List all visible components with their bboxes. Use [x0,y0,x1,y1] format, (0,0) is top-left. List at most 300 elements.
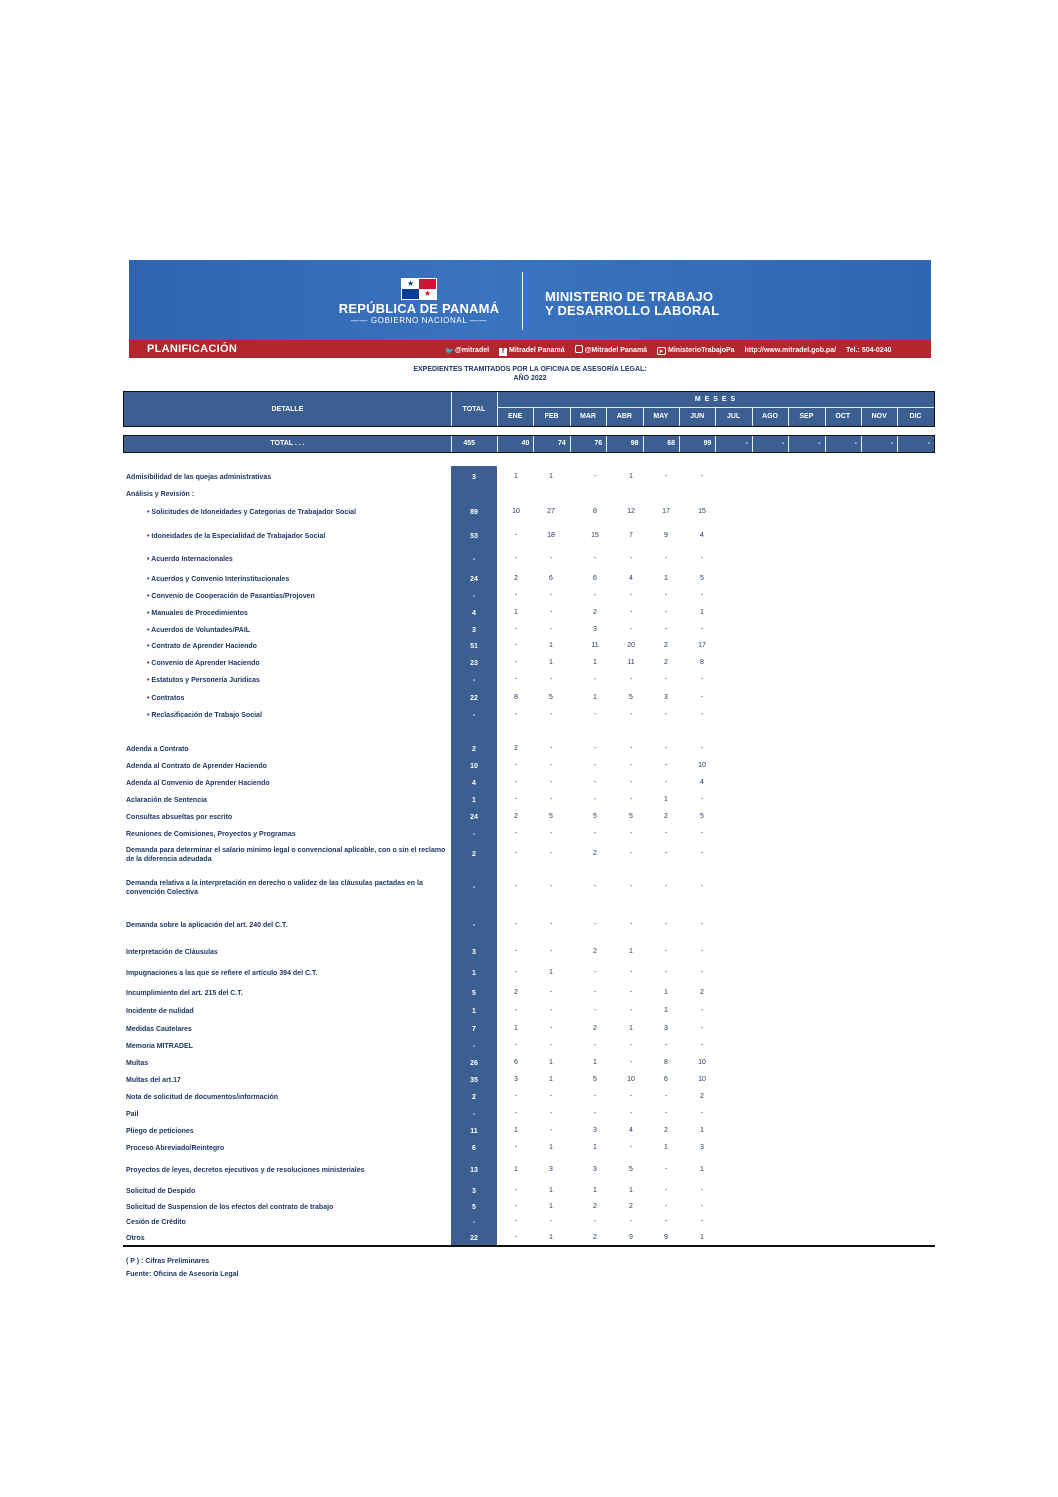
row-month-value: - [593,745,597,752]
row-month-value: - [514,1187,518,1194]
row-month-value: - [593,1042,597,1049]
row-total: 4 [472,610,476,617]
row-total: 7 [472,1026,476,1033]
row-month-value: 8 [514,694,518,701]
row-month-value: 9 [664,532,668,539]
ministerio-line-2: Y DESARROLLO LABORAL [545,303,720,318]
row-month-value: - [629,1093,633,1100]
row-month-value: - [664,921,668,928]
row-month-value: 18 [547,532,555,539]
row-month-value: 5 [700,575,704,582]
row-month-value: 2 [514,813,518,820]
row-month-value: - [514,779,518,786]
total-month-9: - [854,440,857,447]
row-month-value: - [700,626,704,633]
table-row [0,1234,1058,1244]
row-month-value: - [549,745,553,752]
row-total: - [472,1219,476,1226]
table-row [0,508,1058,518]
row-month-value: - [700,948,704,955]
row-month-value: 2 [593,609,597,616]
row-month-value: - [664,779,668,786]
row-total: 2 [472,1094,476,1101]
row-month-value: - [664,1203,668,1210]
total-row [123,435,935,453]
row-total: 3 [472,627,476,634]
row-month-value: 2 [664,1127,668,1134]
row-month-value: - [549,711,553,718]
row-total: 2 [472,746,476,753]
table-row [0,813,1058,823]
row-label: Solicitud de Despido [126,1188,196,1195]
row-month-value: - [593,883,597,890]
youtube-icon: ▸ [657,347,666,355]
row-month-value: - [700,745,704,752]
row-label: • Solicitudes de Idoneidades y Categorias de Trabajador Social [147,509,357,516]
row-month-value: 11 [591,642,599,649]
row-month-value: - [664,1218,668,1225]
row-month-value: 1 [593,1144,597,1151]
header-banner [129,260,931,358]
header-detalle: DETALLE [271,406,304,413]
facebook-icon: f [499,348,507,356]
row-month-value: - [629,609,633,616]
row-month-value: 1 [700,1234,704,1241]
total-value: 455 [463,440,475,447]
row-month-value: 3 [593,1166,597,1173]
row-label: Solicitud de Suspension de los efectos del contrato de trabajo [126,1204,334,1211]
row-label: • Idoneidades de la Especialidad de Trabajador Social [147,533,326,540]
row-month-value: 8 [700,659,704,666]
row-label: Demanda para determinar el salario mínimo legal o convencional aplicable, con o sin el reclamo de la diferencia adeudada [126,847,446,863]
row-month-value: - [700,850,704,857]
row-label: Cesión de Crédito [126,1219,186,1226]
row-month-value: - [549,796,553,803]
row-month-value: - [629,1144,633,1151]
table-row [0,711,1058,721]
total-month-4: 68 [667,440,675,447]
social-links [445,345,899,356]
row-total: - [472,922,476,929]
row-month-value: - [629,796,633,803]
header-total: TOTAL [462,406,486,413]
row-month-value: 10 [512,508,520,515]
row-month-value: - [549,1218,553,1225]
row-month-value: - [629,850,633,857]
row-month-value: - [593,762,597,769]
row-label: Aclaración de Sentencia [126,797,207,804]
row-month-value: - [593,473,597,480]
row-month-value: - [514,642,518,649]
row-month-value: - [629,626,633,633]
row-label: Otros [126,1235,145,1242]
row-label: • Convenio de Cooperación de Pasantías/Projoven [147,593,315,600]
table-row [0,1059,1058,1069]
row-month-value: - [629,711,633,718]
row-label: Consultas absueltas por escrito [126,814,233,821]
row-month-value: 27 [547,508,555,515]
row-month-value: 20 [627,642,635,649]
row-label: Incidente de nulidad [126,1008,194,1015]
row-label: • Convenio de Aprender Haciendo [147,660,260,667]
header-month-9: OCT [835,413,851,420]
row-month-value: - [549,779,553,786]
row-month-value: 15 [591,532,599,539]
row-month-value: 3 [593,1127,597,1134]
row-label: Memoria MITRADEL [126,1043,193,1050]
row-month-value: - [700,830,704,837]
table-row [0,1218,1058,1228]
row-month-value: - [664,1093,668,1100]
table-bottom-rule [123,1245,935,1247]
row-month-value: - [514,1218,518,1225]
row-total: - [472,1043,476,1050]
row-month-value: - [664,850,668,857]
row-month-value: - [700,555,704,562]
row-month-value: 1 [664,1144,668,1151]
row-month-value: - [664,1042,668,1049]
row-month-value: 12 [627,508,635,515]
row-total: 11 [470,1128,478,1135]
row-month-value: - [593,1218,597,1225]
row-month-value: 1 [549,642,553,649]
table-row [0,694,1058,704]
row-month-value: 1 [549,1234,553,1241]
row-total: - [472,712,476,719]
row-month-value: 1 [593,659,597,666]
row-total: 5 [472,1204,476,1211]
table-row [0,1110,1058,1120]
row-total: 4 [472,780,476,787]
row-label: Adenda al Contrato de Aprender Haciendo [126,763,267,770]
row-month-value: 2 [593,948,597,955]
row-total: - [472,556,476,563]
table-row [0,880,1058,896]
youtube-link[interactable]: ▸ MinisterioTrabajoPa [657,347,735,354]
row-total: 3 [472,474,476,481]
row-total: 24 [470,576,478,583]
row-month-value: - [549,626,553,633]
row-label: • Reclasificación de Trabajo Social [147,712,262,719]
row-total: 22 [470,695,478,702]
row-month-value: 1 [629,948,633,955]
row-month-value: 6 [514,1059,518,1066]
row-month-value: - [629,1218,633,1225]
banner-divider [522,272,523,330]
row-month-value: - [700,1218,704,1225]
row-month-value: - [514,532,518,539]
header-month-8: SEP [799,413,814,420]
row-month-value: 17 [698,642,706,649]
row-month-value: - [514,830,518,837]
row-month-value: 1 [664,796,668,803]
row-label: Reuniones de Comisiones, Proyectos y Programas [126,831,296,838]
row-month-value: 11 [627,659,635,666]
instagram-link[interactable]: @Mitradel Panamá [575,347,647,354]
row-month-value: - [514,850,518,857]
note-preliminar: ( P ) : Cifras Preliminares [126,1258,210,1265]
row-month-value: - [549,1007,553,1014]
note-fuente: Fuente: Oficina de Asesoría Legal [126,1271,239,1278]
row-label: • Contratos [147,695,185,702]
row-total: 26 [470,1060,478,1067]
table-row [0,473,1058,483]
row-month-value: - [664,592,668,599]
row-month-value: - [514,659,518,666]
row-month-value: - [593,592,597,599]
total-month-1: 74 [557,440,566,447]
row-month-value: - [664,1110,668,1117]
row-month-value: - [593,1007,597,1014]
row-month-value: 1 [700,609,704,616]
row-month-value: - [629,883,633,890]
row-month-value: 10 [627,1076,635,1083]
row-month-value: 5 [593,1076,597,1083]
row-total: 13 [470,1167,478,1174]
row-total: 35 [470,1077,478,1084]
table-row [0,762,1058,772]
facebook-link[interactable]: f Mitradel Panamá [499,347,565,354]
header-month-10: NOV [871,413,887,420]
row-month-value: - [700,473,704,480]
row-month-value: 5 [593,813,597,820]
row-month-value: - [549,1127,553,1134]
row-month-value: 1 [514,1025,518,1032]
row-month-value: 10 [698,1076,706,1083]
instagram-icon [575,345,583,353]
row-month-value: - [549,676,553,683]
row-month-value: - [593,796,597,803]
row-month-value: - [629,676,633,683]
row-month-value: - [664,948,668,955]
row-label: Pail [126,1111,139,1118]
row-month-value: - [629,592,633,599]
table-row [0,490,1058,500]
row-month-value: - [549,883,553,890]
row-month-value: 5 [549,813,553,820]
row-total: 53 [470,533,478,540]
row-label: • Acuerdos de Voluntades/PAIL [147,627,251,634]
row-month-value: - [664,745,668,752]
row-month-value: - [514,1144,518,1151]
row-month-value: 3 [514,1076,518,1083]
row-month-value: 4 [700,779,704,786]
twitter-link[interactable]: 🐦@mitradel [445,347,490,355]
table-row [0,796,1058,806]
row-month-value: - [629,1110,633,1117]
header-meses: M E S E S [694,396,737,403]
row-month-value: - [700,883,704,890]
row-month-value: - [593,1110,597,1117]
row-month-value: 1 [514,1166,518,1173]
row-month-value: 1 [593,1059,597,1066]
row-month-value: - [549,1093,553,1100]
row-month-value: - [514,921,518,928]
row-month-value: - [514,1007,518,1014]
row-month-value: - [664,555,668,562]
header-month-4: MAY [653,413,669,420]
row-label: Análisis y Revisión : [126,491,195,498]
row-total: - [472,831,476,838]
row-month-value: 4 [629,575,633,582]
row-label: Proceso Abreviado/Reintegro [126,1145,225,1152]
table-row [0,532,1058,542]
row-month-value: - [514,1110,518,1117]
banner-blue-panel [129,260,931,340]
row-month-value: - [700,969,704,976]
row-month-value: 1 [700,1166,704,1173]
row-month-value: - [549,1042,553,1049]
row-month-value: 2 [514,989,518,996]
row-total: 22 [470,1235,478,1242]
gobierno-subtitle: —— GOBIERNO NACIONAL —— [350,316,488,325]
row-month-value: - [700,1187,704,1194]
row-label: Adenda al Convenio de Aprender Haciendo [126,780,270,787]
row-total: 10 [470,763,478,770]
row-month-value: - [549,948,553,955]
row-month-value: - [629,830,633,837]
row-month-value: 10 [698,1059,706,1066]
header-month-7: AGO [762,413,778,420]
row-month-value: 9 [664,1234,668,1241]
table-row [0,659,1058,669]
row-label: Nota de solicitud de documentos/información [126,1094,279,1101]
row-month-value: - [664,676,668,683]
row-month-value: - [629,969,633,976]
ministerio-line-1: MINISTERIO DE TRABAJO [545,289,714,304]
table-row [0,1025,1058,1035]
total-month-5: 99 [703,440,712,447]
row-month-value: - [514,555,518,562]
row-month-value: 1 [549,1187,553,1194]
row-month-value: 2 [593,850,597,857]
row-month-value: - [549,1025,553,1032]
table-row [0,626,1058,636]
row-month-value: - [593,711,597,718]
row-month-value: - [514,883,518,890]
row-month-value: 17 [662,508,670,515]
row-month-value: 2 [664,813,668,820]
row-month-value: - [664,969,668,976]
row-month-value: 2 [664,642,668,649]
row-total: 24 [470,814,478,821]
header-month-11: DIC [909,413,922,420]
row-total: 89 [470,509,478,516]
row-month-value: 1 [514,1127,518,1134]
row-month-value: 3 [549,1166,553,1173]
row-month-value: - [629,921,633,928]
row-month-value: - [514,969,518,976]
row-month-value: - [664,883,668,890]
row-month-value: - [629,1042,633,1049]
row-month-value: - [664,830,668,837]
row-label: Multas [126,1060,149,1067]
row-month-value: 1 [664,1007,668,1014]
row-month-value: - [549,921,553,928]
table-row [0,779,1058,789]
row-month-value: 1 [549,1203,553,1210]
row-month-value: - [549,850,553,857]
row-month-value: 7 [629,532,633,539]
row-month-value: 4 [629,1127,633,1134]
row-total: 51 [470,643,478,650]
table-row [0,642,1058,652]
row-month-value: 3 [664,694,668,701]
row-month-value: 10 [698,762,706,769]
document-title: EXPEDIENTES TRAMITADOS POR LA OFICINA DE ASESORÍA LEGAL: [413,366,647,373]
row-month-value: - [629,1007,633,1014]
row-month-value: 1 [549,1144,553,1151]
row-month-value: - [700,1203,704,1210]
row-month-value: - [549,1110,553,1117]
row-total: 1 [472,970,476,977]
row-month-value: - [593,921,597,928]
table-row [0,609,1058,619]
row-month-value: 5 [549,694,553,701]
row-month-value: - [593,779,597,786]
header-month-6: JUL [726,413,741,420]
row-label: • Estatutos y Personería Jurídicas [147,677,260,684]
row-month-value: 15 [698,508,706,515]
row-month-value: - [629,779,633,786]
row-month-value: 3 [664,1025,668,1032]
section-label: PLANIFICACIÓN [147,343,238,355]
row-month-value: 2 [629,1203,633,1210]
row-total: 3 [472,949,476,956]
row-month-value: - [514,676,518,683]
row-month-value: 5 [629,694,633,701]
row-month-value: - [664,626,668,633]
row-month-value: 6 [664,1076,668,1083]
row-month-value: - [514,1042,518,1049]
row-month-value: - [629,1059,633,1066]
row-month-value: 6 [549,575,553,582]
row-month-value: - [629,989,633,996]
row-label: • Acuerdos y Convenio Interinstitucionales [147,576,290,583]
row-month-value: - [514,762,518,769]
document-year: AÑO 2022 [513,375,547,382]
row-month-value: 1 [664,575,668,582]
total-month-2: 76 [594,440,603,447]
row-total: 1 [472,1008,476,1015]
table-row [0,1187,1058,1197]
table-row [0,592,1058,602]
row-month-value: 5 [629,813,633,820]
website-link[interactable]: http://www.mitradel.gob.pa/ [744,347,837,354]
row-label: Admisibilidad de las quejas administrativas [126,474,272,481]
row-month-value: 1 [549,1076,553,1083]
table-row [0,847,1058,863]
table-header [123,391,935,427]
row-month-value: - [549,762,553,769]
row-total: 23 [470,660,478,667]
row-month-value: - [549,592,553,599]
table-row [0,1042,1058,1052]
table-row [0,830,1058,840]
row-month-value: - [629,745,633,752]
row-month-value: 2 [593,1234,597,1241]
row-month-value: - [514,626,518,633]
row-month-value: - [700,921,704,928]
row-label: • Contrato de Aprender Haciendo [147,643,257,650]
total-month-8: - [818,440,821,447]
row-month-value: - [664,762,668,769]
row-month-value: 6 [593,575,597,582]
row-month-value: 9 [629,1234,633,1241]
row-month-value: 5 [629,1166,633,1173]
row-month-value: 2 [664,659,668,666]
table-row [0,948,1058,958]
